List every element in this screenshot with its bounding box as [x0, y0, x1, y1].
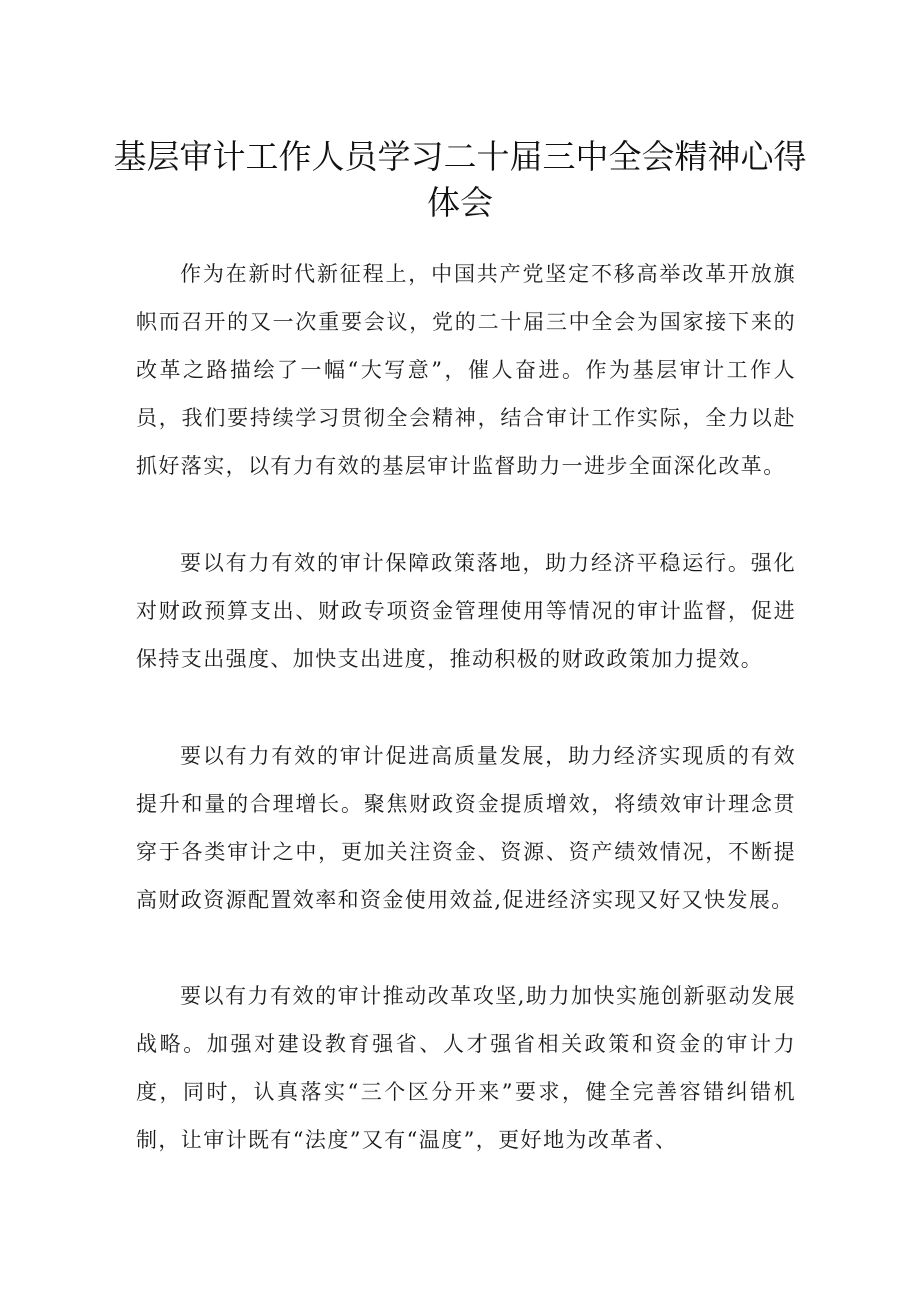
document-title: 基层审计工作人员学习二十届三中全会精神心得体会	[113, 137, 807, 222]
paragraph-2: 要以有力有效的审计保障政策落地，助力经济平稳运行。强化对财政预算支出、财政专项资金管理使用等情况的审计监督，促进保持支出强度、加快支出进度，推动积极的财政政策加力提效。	[136, 551, 796, 671]
paragraph-1: 作为在新时代新征程上，中国共产党坚定不移高举改革开放旗帜而召开的又一次重要会议，党的二十届三中全会为国家接下来的改革之路描绘了一幅“大写意”，催人奋进。作为基层审计工作人员，我们要持续学习贯彻全会精神，结合审计工作实际，全力以赴抓好落实，以有力有效的基层审计监督助力一进步全面深化改革。	[136, 262, 796, 478]
paragraph-3: 要以有力有效的审计促进高质量发展，助力经济实现质的有效提升和量的合理增长。聚焦财政资金提质增效，将绩效审计理念贯穿于各类审计之中，更加关注资金、资源、资产绩效情况，不断提高财政资源配置效率和资金使用效益,促进经济实现又好又快发展。	[136, 744, 796, 912]
paragraph-4: 要以有力有效的审计推动改革攻坚,助力加快实施创新驱动发展战略。加强对建设教育强省、人才强省相关政策和资金的审计力度，同时，认真落实“三个区分开来”要求，健全完善容错纠错机制，让审计既有“法度”又有“温度”，更好地为改革者、	[136, 984, 796, 1152]
